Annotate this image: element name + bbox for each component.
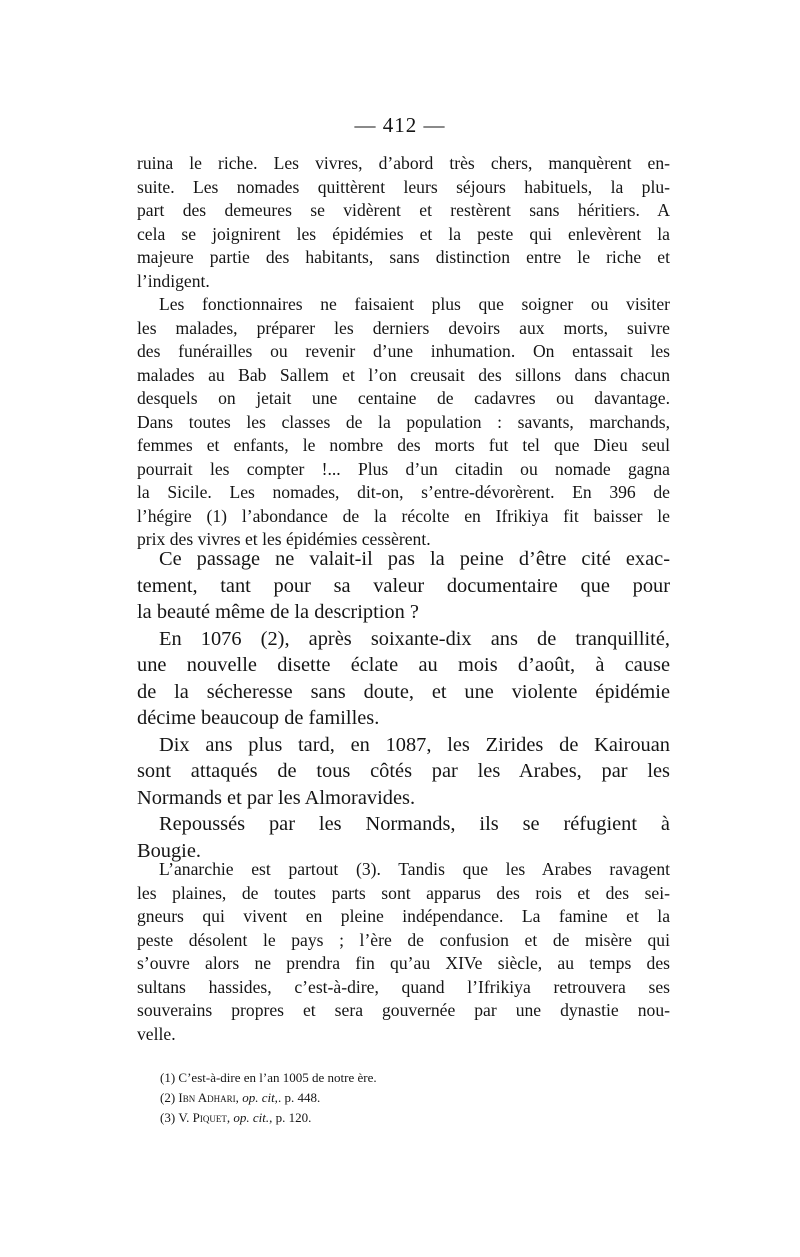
text-line: malades au Bab Sallem et l’on creusait des sillons dans chacun <box>137 364 670 385</box>
text-line: souverains propres et sera gouvernée par une dynastie nou- <box>137 1000 670 1020</box>
text-line: femmes et enfants, le nombre des morts fut tel que Dieu seul <box>137 435 670 455</box>
footnote-1 <box>160 1068 377 1088</box>
text-line: desquels on jetait une centaine de cadavres ou davantage. <box>137 388 670 408</box>
text-line: des funérailles ou revenir d’une inhumation. On entassait les <box>137 341 670 361</box>
text-line: part des demeures se vidèrent et restèrent sans héritiers. A <box>137 200 670 220</box>
footnote-citation: op. cit, <box>242 1090 278 1105</box>
text-line: suite. Les nomades quittèrent leurs séjours habituels, la plu- <box>137 176 670 197</box>
text-line: gneurs qui vivent en pleine indépendance. La famine et la <box>137 906 670 926</box>
text-line: Dans toutes les classes de la population : savants, marchands, <box>137 411 670 432</box>
text-line: l’hégire (1) l’abondance de la récolte en Ifrikiya fit baisser le <box>137 505 670 526</box>
page-number: — 412 — <box>354 113 446 137</box>
text-line: velle. <box>137 1023 176 1044</box>
paragraph-block-3 <box>137 858 670 1046</box>
text-line: L’anarchie est partout (3). Tandis que les Arabes ravagent <box>159 859 670 879</box>
footnote-number: (3) <box>160 1110 176 1125</box>
footnote-author: Ibn Adhari, <box>178 1090 239 1105</box>
text-line: les plaines, de toutes parts sont apparus des rois et des sei- <box>137 882 670 903</box>
text-line: sont attaqués de tous côtés par les Arabes, par les <box>137 760 670 782</box>
text-line: peste désolent le pays ; l’ère de confusion et de misère qui <box>137 929 670 950</box>
text-line: pourrait les compter !... Plus d’un citadin ou nomade gagna <box>137 458 670 479</box>
text-line: la Sicile. Les nomades, dit-on, s’entre-dévorèrent. En 396 de <box>137 482 670 502</box>
text-line: tement, tant pour sa valeur documentaire que pour <box>137 574 670 597</box>
footnote-2 <box>160 1088 377 1108</box>
text-line: Normands et par les Almoravides. <box>137 786 416 809</box>
text-line: prix des vivres et les épidémies cessèrent. <box>137 529 431 549</box>
text-line: l’indigent. <box>137 270 210 291</box>
paragraph-block-1 <box>137 152 670 552</box>
footnote-number: (2) <box>160 1090 176 1105</box>
text-line: Dix ans plus tard, en 1087, les Zirides de Kairouan <box>159 733 670 756</box>
text-line: de la sécheresse sans doute, et une violente épidémie <box>137 680 670 703</box>
text-line: Les fonctionnaires ne faisaient plus que soigner ou visiter <box>159 294 670 314</box>
text-line: la beauté même de la description ? <box>137 601 419 623</box>
text-line: ruina le riche. Les vivres, d’abord très chers, manquèrent en- <box>137 153 670 173</box>
footnote-3 <box>160 1108 377 1128</box>
footnotes <box>160 1068 377 1128</box>
text-line: Bougie. <box>137 839 201 862</box>
text-line: les malades, préparer les derniers devoirs aux morts, suivre <box>137 317 670 338</box>
text-line: En 1076 (2), après soixante-dix ans de tranquillité, <box>159 627 670 650</box>
footnote-page: , p. 120. <box>269 1110 312 1125</box>
paragraph-block-2 <box>137 546 670 864</box>
footnote-page: . p. 448. <box>277 1090 321 1105</box>
text-line: majeure partie des habitants, sans distinction entre le riche et <box>137 247 670 267</box>
text-line: une nouvelle disette éclate au mois d’août, à cause <box>137 654 670 676</box>
footnote-author: V. Piquet, <box>178 1110 231 1125</box>
footnote-citation: op. cit. <box>233 1110 270 1125</box>
text-line: sultans hassides, c’est-à-dire, quand l’Ifrikiya retrouvera ses <box>137 976 670 997</box>
text-line: cela se joignirent les épidémies et la peste qui enlevèrent la <box>137 223 670 244</box>
text-line: Repoussés par les Normands, ils se réfugient à <box>159 813 670 835</box>
footnote-text: C’est-à-dire en l’an 1005 de notre ère. <box>178 1070 377 1085</box>
footnote-number: (1) <box>160 1070 176 1085</box>
text-line: Ce passage ne valait-il pas la peine d’être cité exac- <box>159 548 670 570</box>
text-line: décime beaucoup de familles. <box>137 707 380 729</box>
text-line: s’ouvre alors ne prendra fin qu’au XIVe siècle, au temps des <box>137 953 670 973</box>
